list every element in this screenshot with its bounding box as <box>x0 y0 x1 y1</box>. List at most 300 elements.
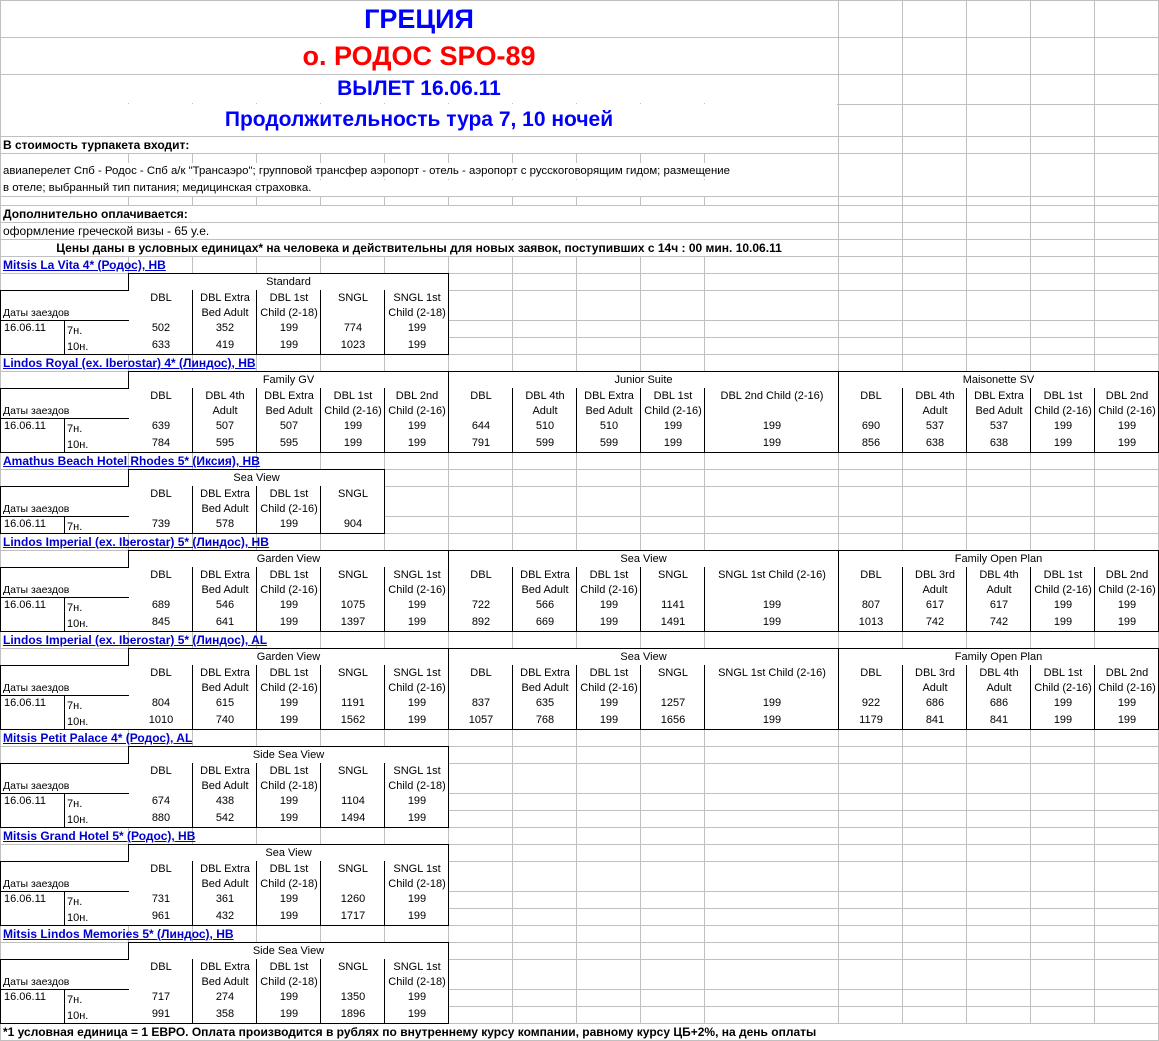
column-label-line2: Child (2-16) <box>644 405 702 417</box>
price-cell-10-nights: 199 <box>384 1006 449 1024</box>
column-label-line1: DBL 4th <box>915 390 955 402</box>
column-label-line1: DBL Extra <box>200 569 250 581</box>
column-label-line2: Child (2-16) <box>260 503 318 515</box>
price-cell-7-nights: 199 <box>1094 695 1159 713</box>
column-label-line2: Bed Adult <box>201 780 249 792</box>
price-column-header <box>128 861 193 892</box>
price-column-header <box>640 388 705 419</box>
price-cell-7-nights: 546 <box>192 597 257 615</box>
includes-text-line1: авиаперелет Спб - Родос - Спб а/к "Трансаэро"; групповой трансфер аэропорт - отель - аэропорт с русскоговорящим гидом; размещение <box>3 163 837 179</box>
nights-7-label: 7н. <box>64 793 129 811</box>
price-cell-10-nights: 638 <box>966 435 1031 453</box>
price-cell-10-nights: 1010 <box>128 712 193 730</box>
column-label-line1: SNGL 1st <box>393 863 441 875</box>
column-label-line2: Child (2-16) <box>260 682 318 694</box>
price-cell-10-nights: 199 <box>704 435 839 453</box>
nights-7-label: 7н. <box>64 320 129 338</box>
price-column-header <box>1030 665 1095 696</box>
column-label-line1: SNGL <box>338 961 368 973</box>
price-cell-10-nights: 1717 <box>320 908 385 926</box>
arrival-date: 16.06.11 <box>0 793 65 828</box>
column-label-line1: DBL <box>150 390 172 402</box>
column-label-line1: DBL 1st <box>589 569 629 581</box>
price-cell-7-nights: 537 <box>966 418 1031 436</box>
title-duration: Продолжительность тура 7, 10 ночей <box>1 104 837 136</box>
price-column-header <box>128 665 193 696</box>
price-column-header <box>384 665 449 696</box>
column-label-line1: DBL Extra <box>200 667 250 679</box>
price-column-header <box>320 486 385 517</box>
column-label-line1: SNGL 1st <box>393 765 441 777</box>
price-column-header <box>1030 388 1095 419</box>
price-cell-7-nights: 199 <box>256 597 321 615</box>
price-cell-7-nights: 1257 <box>640 695 705 713</box>
column-label-line1: DBL <box>150 569 172 581</box>
room-type-header: Junior Suite <box>448 371 839 389</box>
price-cell-10-nights: 199 <box>1094 614 1159 632</box>
column-label-line1: SNGL 1st <box>393 292 441 304</box>
column-label-line2: Child (2-18) <box>388 878 446 890</box>
column-label-line2: Child (2-16) <box>324 405 382 417</box>
price-cell-7-nights: 731 <box>128 891 193 909</box>
column-label-line1: DBL 1st <box>1043 390 1083 402</box>
price-cell-10-nights: 784 <box>128 435 193 453</box>
extra-payment-title: Дополнительно оплачивается: <box>3 206 836 222</box>
column-label-line1: DBL <box>470 390 492 402</box>
price-column-header <box>192 861 257 892</box>
price-cell-10-nights: 595 <box>192 435 257 453</box>
price-column-header <box>640 567 705 598</box>
column-label-line2: Bed Adult <box>201 878 249 890</box>
price-cell-7-nights: 352 <box>192 320 257 338</box>
nights-10-label: 10н. <box>64 337 129 355</box>
price-column-header <box>320 763 385 794</box>
table-right-border <box>448 763 449 828</box>
price-cell-10-nights: 199 <box>576 614 641 632</box>
column-label-line2: Child (2-16) <box>388 405 446 417</box>
arrival-date: 16.06.11 <box>0 516 65 534</box>
price-column-header <box>902 665 967 696</box>
price-column-header <box>1094 665 1159 696</box>
price-cell-7-nights: 537 <box>902 418 967 436</box>
price-cell-10-nights: 845 <box>128 614 193 632</box>
price-column-header <box>838 665 903 696</box>
price-cell-10-nights: 740 <box>192 712 257 730</box>
nights-10-label: 10н. <box>64 908 129 926</box>
column-label-line1: DBL 1st <box>1043 667 1083 679</box>
column-label-line2: Child (2-18) <box>388 307 446 319</box>
column-label-line1: SNGL <box>658 569 688 581</box>
dates-label: Даты заездов <box>0 290 129 321</box>
price-column-header <box>192 763 257 794</box>
column-label-line1: DBL Extra <box>200 765 250 777</box>
column-label-line2: Bed Adult <box>201 503 249 515</box>
price-cell-7-nights: 739 <box>128 516 193 534</box>
price-column-header <box>576 567 641 598</box>
column-label-line2: Bed Adult <box>201 307 249 319</box>
price-cell-7-nights: 904 <box>320 516 385 534</box>
price-cell-7-nights: 578 <box>192 516 257 534</box>
price-column-header <box>320 388 385 419</box>
hotel-name-link[interactable]: Lindos Imperial (ex. Iberostar) 5* (Линдос), HB <box>3 535 269 549</box>
column-label-line1: DBL <box>150 667 172 679</box>
column-label-line1: SNGL 1st Child (2-16) <box>718 667 826 679</box>
hotel-name-link[interactable]: Mitsis Lindos Memories 5* (Линдос), HB <box>3 927 234 941</box>
includes-text-line2: в отеле; выбранный тип питания; медицинская страховка. <box>3 180 837 196</box>
price-cell-7-nights: 199 <box>384 989 449 1007</box>
column-label-line1: DBL Extra <box>200 863 250 875</box>
column-label-line1: DBL 2nd <box>1105 569 1149 581</box>
price-cell-10-nights: 1896 <box>320 1006 385 1024</box>
price-cell-7-nights: 199 <box>256 516 321 534</box>
price-cell-7-nights: 639 <box>128 418 193 436</box>
price-column-header <box>384 861 449 892</box>
price-cell-7-nights: 837 <box>448 695 513 713</box>
column-label-line1: DBL 1st <box>333 390 373 402</box>
column-label-line2: Child (2-18) <box>260 878 318 890</box>
dates-label: Даты заездов <box>0 486 129 517</box>
price-cell-10-nights: 199 <box>256 1006 321 1024</box>
price-column-header <box>512 388 577 419</box>
price-column-header <box>320 861 385 892</box>
column-label-line1: SNGL <box>338 569 368 581</box>
price-column-header <box>128 290 193 321</box>
price-column-header <box>704 388 839 419</box>
price-cell-10-nights: 419 <box>192 337 257 355</box>
price-cell-7-nights: 199 <box>576 695 641 713</box>
column-label-line1: SNGL <box>338 765 368 777</box>
room-type-header: Garden View <box>128 550 449 568</box>
price-cell-7-nights: 199 <box>256 793 321 811</box>
title-departure: ВЫЛЕТ 16.06.11 <box>1 75 837 103</box>
nights-10-label: 10н. <box>64 810 129 828</box>
price-cell-7-nights: 199 <box>256 695 321 713</box>
price-cell-7-nights: 199 <box>320 418 385 436</box>
price-column-header <box>902 388 967 419</box>
price-cell-10-nights: 199 <box>384 614 449 632</box>
hotel-name-link[interactable]: Mitsis La Vita 4* (Родос), HB <box>3 258 166 272</box>
price-column-header <box>838 567 903 598</box>
column-label-line1: DBL 1st <box>653 390 693 402</box>
price-column-header <box>256 763 321 794</box>
column-label-line1: DBL <box>150 765 172 777</box>
price-cell-7-nights: 617 <box>966 597 1031 615</box>
column-label-line1: DBL 1st <box>1043 569 1083 581</box>
column-label-line1: DBL 1st <box>269 667 309 679</box>
price-cell-7-nights: 438 <box>192 793 257 811</box>
column-label-line1: DBL <box>150 863 172 875</box>
hotel-name-link[interactable]: Amathus Beach Hotel Rhodes 5* (Иксия), HB <box>3 454 260 468</box>
column-label-line2: Child (2-16) <box>580 682 638 694</box>
price-cell-10-nights: 199 <box>384 908 449 926</box>
column-label-line2: Child (2-16) <box>388 584 446 596</box>
column-label-line1: DBL <box>860 667 882 679</box>
column-label-line1: DBL 1st <box>269 961 309 973</box>
column-label-line2: Child (2-16) <box>1098 405 1156 417</box>
price-cell-10-nights: 892 <box>448 614 513 632</box>
price-cell-7-nights: 199 <box>384 320 449 338</box>
price-cell-7-nights: 199 <box>1030 695 1095 713</box>
price-cell-10-nights: 199 <box>384 810 449 828</box>
column-label-line1: DBL 1st <box>269 488 309 500</box>
price-cell-10-nights: 199 <box>640 435 705 453</box>
column-label-line2: Child (2-16) <box>260 584 318 596</box>
nights-7-label: 7н. <box>64 989 129 1007</box>
price-cell-7-nights: 686 <box>902 695 967 713</box>
price-cell-10-nights: 199 <box>704 614 839 632</box>
price-cell-7-nights: 502 <box>128 320 193 338</box>
price-cell-7-nights: 615 <box>192 695 257 713</box>
arrival-date: 16.06.11 <box>0 320 65 355</box>
price-cell-10-nights: 1656 <box>640 712 705 730</box>
price-column-header <box>192 388 257 419</box>
price-column-header <box>902 567 967 598</box>
price-cell-10-nights: 199 <box>384 435 449 453</box>
price-cell-10-nights: 542 <box>192 810 257 828</box>
price-column-header <box>1030 567 1095 598</box>
price-cell-7-nights: 507 <box>256 418 321 436</box>
column-label-line1: SNGL 1st <box>393 569 441 581</box>
column-label-line1: DBL 4th <box>979 569 1019 581</box>
nights-7-label: 7н. <box>64 597 129 615</box>
nights-10-label: 10н. <box>64 712 129 730</box>
nights-7-label: 7н. <box>64 516 129 534</box>
column-label-line1: SNGL 1st Child (2-16) <box>718 569 826 581</box>
column-label-line1: SNGL <box>338 292 368 304</box>
price-cell-10-nights: 199 <box>1030 435 1095 453</box>
price-cell-7-nights: 617 <box>902 597 967 615</box>
column-label-line1: DBL <box>150 488 172 500</box>
price-cell-7-nights: 1260 <box>320 891 385 909</box>
price-column-header <box>320 665 385 696</box>
nights-7-label: 7н. <box>64 891 129 909</box>
price-column-header <box>320 567 385 598</box>
price-column-header <box>128 763 193 794</box>
column-label-line1: SNGL <box>338 667 368 679</box>
dates-label: Даты заездов <box>0 388 129 419</box>
dates-label: Даты заездов <box>0 567 129 598</box>
price-cell-7-nights: 199 <box>704 418 839 436</box>
price-cell-7-nights: 199 <box>704 597 839 615</box>
column-label-line1: DBL 2nd <box>395 390 439 402</box>
price-column-header <box>384 567 449 598</box>
price-cell-10-nights: 199 <box>1030 712 1095 730</box>
price-cell-7-nights: 1104 <box>320 793 385 811</box>
price-cell-10-nights: 841 <box>902 712 967 730</box>
hotel-name-link[interactable]: Lindos Imperial (ex. Iberostar) 5* (Линдос), AL <box>3 633 268 647</box>
price-cell-7-nights: 199 <box>1094 418 1159 436</box>
room-type-header: Sea View <box>128 469 385 487</box>
room-type-header: Side Sea View <box>128 942 449 960</box>
price-cell-7-nights: 674 <box>128 793 193 811</box>
column-label-line2: Bed Adult <box>975 405 1023 417</box>
column-label-line1: DBL 4th <box>205 390 245 402</box>
price-column-header <box>192 486 257 517</box>
column-label-line1: DBL <box>470 667 492 679</box>
price-cell-10-nights: 199 <box>256 712 321 730</box>
price-cell-10-nights: 199 <box>576 712 641 730</box>
price-column-header <box>384 290 449 321</box>
price-cell-10-nights: 199 <box>1030 614 1095 632</box>
price-cell-7-nights: 274 <box>192 989 257 1007</box>
arrival-date: 16.06.11 <box>0 891 65 926</box>
room-type-header: Side Sea View <box>128 746 449 764</box>
price-cell-7-nights: 199 <box>640 418 705 436</box>
price-cell-10-nights: 199 <box>320 435 385 453</box>
table-right-border <box>448 290 449 355</box>
price-cell-7-nights: 199 <box>384 695 449 713</box>
price-cell-7-nights: 1141 <box>640 597 705 615</box>
column-label-line2: Child (2-18) <box>388 780 446 792</box>
price-column-header <box>128 486 193 517</box>
price-cell-7-nights: 199 <box>256 989 321 1007</box>
price-column-header <box>966 665 1031 696</box>
price-cell-7-nights: 1075 <box>320 597 385 615</box>
column-label-line2: Child (2-16) <box>1098 584 1156 596</box>
price-column-header <box>704 665 839 696</box>
price-column-header <box>192 959 257 990</box>
dates-label: Даты заездов <box>0 959 129 990</box>
price-column-header <box>384 763 449 794</box>
price-cell-7-nights: 199 <box>384 418 449 436</box>
room-type-header: Sea View <box>448 550 839 568</box>
price-cell-10-nights: 199 <box>704 712 839 730</box>
room-type-header: Sea View <box>128 844 449 862</box>
column-label-line2: Adult <box>986 584 1012 596</box>
price-cell-7-nights: 510 <box>576 418 641 436</box>
table-right-border <box>448 861 449 926</box>
column-label-line2: Child (2-16) <box>1034 584 1092 596</box>
price-cell-7-nights: 199 <box>576 597 641 615</box>
price-column-header <box>256 290 321 321</box>
column-label-line1: DBL Extra <box>584 390 634 402</box>
price-cell-10-nights: 199 <box>1094 712 1159 730</box>
column-label-line1: DBL 1st <box>269 292 309 304</box>
price-column-header <box>966 567 1031 598</box>
price-cell-7-nights: 722 <box>448 597 513 615</box>
price-cell-7-nights: 689 <box>128 597 193 615</box>
price-column-header <box>576 665 641 696</box>
price-cell-10-nights: 1562 <box>320 712 385 730</box>
column-label-line1: SNGL <box>658 667 688 679</box>
price-cell-7-nights: 690 <box>838 418 903 436</box>
price-cell-7-nights: 807 <box>838 597 903 615</box>
price-column-header <box>512 665 577 696</box>
price-column-header <box>192 567 257 598</box>
price-cell-7-nights: 199 <box>256 891 321 909</box>
nights-10-label: 10н. <box>64 1006 129 1024</box>
price-cell-7-nights: 635 <box>512 695 577 713</box>
price-cell-10-nights: 599 <box>576 435 641 453</box>
arrival-date: 16.06.11 <box>0 695 65 730</box>
price-cell-7-nights: 644 <box>448 418 513 436</box>
price-cell-10-nights: 1057 <box>448 712 513 730</box>
column-label-line2: Child (2-16) <box>388 682 446 694</box>
price-cell-10-nights: 1023 <box>320 337 385 355</box>
price-column-header <box>512 567 577 598</box>
price-cell-10-nights: 432 <box>192 908 257 926</box>
price-cell-10-nights: 742 <box>966 614 1031 632</box>
price-column-header <box>838 388 903 419</box>
column-label-line2: Adult <box>986 682 1012 694</box>
price-column-header <box>256 665 321 696</box>
column-label-line2: Adult <box>532 405 558 417</box>
column-label-line1: DBL <box>860 390 882 402</box>
price-cell-10-nights: 641 <box>192 614 257 632</box>
column-label-line2: Child (2-18) <box>260 976 318 988</box>
column-label-line2: Bed Adult <box>201 976 249 988</box>
footer-note: *1 условная единица = 1 ЕВРО. Оплата производится в рублях по внутреннему курсу компании, равному курсу ЦБ+2%, на день оплаты <box>3 1024 1153 1040</box>
price-cell-7-nights: 510 <box>512 418 577 436</box>
price-column-header <box>256 486 321 517</box>
price-cell-10-nights: 1397 <box>320 614 385 632</box>
column-label-line1: DBL <box>470 569 492 581</box>
price-column-header <box>128 388 193 419</box>
price-cell-10-nights: 669 <box>512 614 577 632</box>
price-cell-10-nights: 199 <box>384 712 449 730</box>
arrival-date: 16.06.11 <box>0 597 65 632</box>
column-label-line2: Adult <box>922 682 948 694</box>
price-cell-10-nights: 841 <box>966 712 1031 730</box>
dates-label: Даты заездов <box>0 763 129 794</box>
price-cell-7-nights: 199 <box>1030 418 1095 436</box>
visa-fee-text: оформление греческой визы - 65 у.е. <box>3 223 836 239</box>
price-column-header <box>448 665 513 696</box>
column-label-line1: DBL 2nd <box>1105 667 1149 679</box>
hotel-name-link[interactable]: Mitsis Grand Hotel 5* (Родос), HB <box>3 829 196 843</box>
column-label-line1: DBL <box>150 961 172 973</box>
hotel-name-link[interactable]: Mitsis Petit Palace 4* (Родос), AL <box>3 731 193 745</box>
price-cell-7-nights: 199 <box>1094 597 1159 615</box>
price-cell-7-nights: 199 <box>384 793 449 811</box>
price-cell-10-nights: 991 <box>128 1006 193 1024</box>
price-cell-10-nights: 1494 <box>320 810 385 828</box>
price-cell-10-nights: 199 <box>1094 435 1159 453</box>
price-cell-7-nights: 199 <box>1030 597 1095 615</box>
price-cell-7-nights: 199 <box>704 695 839 713</box>
column-label-line1: DBL Extra <box>200 488 250 500</box>
column-label-line2: Child (2-16) <box>580 584 638 596</box>
price-cell-10-nights: 595 <box>256 435 321 453</box>
column-label-line2: Adult <box>922 584 948 596</box>
arrival-date: 16.06.11 <box>0 418 65 453</box>
price-column-header <box>448 388 513 419</box>
column-label-line1: SNGL <box>338 863 368 875</box>
hotel-name-link[interactable]: Lindos Royal (ex. Iberostar) 4* (Линдос), HB <box>3 356 256 370</box>
price-cell-7-nights: 1350 <box>320 989 385 1007</box>
table-right-border <box>448 959 449 1024</box>
title-country: ГРЕЦИЯ <box>1 1 837 37</box>
price-cell-10-nights: 199 <box>256 614 321 632</box>
includes-title: В стоимость турпакета входит: <box>3 137 836 153</box>
column-label-line1: SNGL <box>338 488 368 500</box>
column-label-line1: DBL 1st <box>269 765 309 777</box>
price-cell-7-nights: 199 <box>256 320 321 338</box>
room-type-header: Family Open Plan <box>838 550 1159 568</box>
price-cell-10-nights: 358 <box>192 1006 257 1024</box>
nights-10-label: 10н. <box>64 614 129 632</box>
column-label-line2: Child (2-18) <box>260 780 318 792</box>
price-cell-7-nights: 199 <box>384 597 449 615</box>
price-column-header <box>704 567 839 598</box>
nights-10-label: 10н. <box>64 435 129 453</box>
price-column-header <box>192 290 257 321</box>
price-cell-7-nights: 361 <box>192 891 257 909</box>
price-column-header <box>128 567 193 598</box>
price-column-header <box>1094 388 1159 419</box>
price-column-header <box>576 388 641 419</box>
dates-label: Даты заездов <box>0 861 129 892</box>
